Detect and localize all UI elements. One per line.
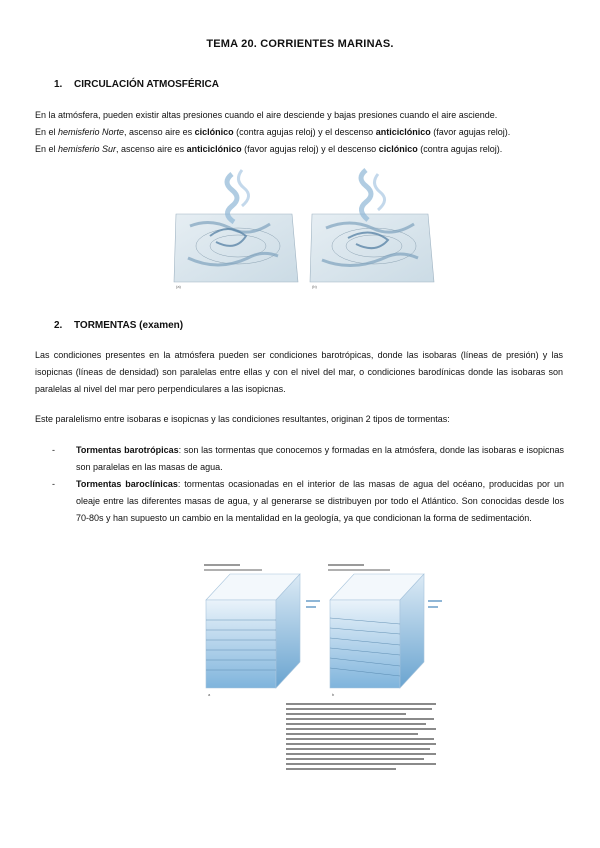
conditions-paragraph: Las condiciones presentes en la atmósfera pueden ser condiciones barotrópicas, donde las isobaras (líneas de presión) y las isopicnas (líneas de densidad) son paralelas entre ellas y con el nivel del mar, o condiciones barodínicas donde las isobaras son paralelas al nivel del mar pero perpendiculares a las isopicnas. xyxy=(35,350,563,394)
block-a-label: a xyxy=(208,692,211,697)
section-2-heading xyxy=(54,320,183,331)
page-title: TEMA 20. CORRIENTES MARINAS. xyxy=(206,38,394,50)
panel-b-southern-hemisphere xyxy=(310,170,434,289)
panel-a-label: (a) xyxy=(176,284,181,289)
section-2-title: TORMENTAS (examen) xyxy=(74,320,184,331)
section-2-number: 2. xyxy=(54,320,63,331)
section-1-number: 1. xyxy=(54,79,63,90)
block-b-baroclinic xyxy=(330,574,442,697)
panel-a-northern-hemisphere xyxy=(174,170,298,289)
storm-types-list xyxy=(52,442,564,527)
block-b-label: b xyxy=(332,692,335,697)
storm-types-intro: Este paralelismo entre isobaras e isopicnas y las condiciones resultantes, originan 2 tipos de tormentas: xyxy=(35,414,450,424)
figure-caption xyxy=(286,703,436,773)
panel-b-label: (b) xyxy=(312,284,317,289)
list-item-barotropic: - Tormentas barotrópicas: son las tormentas que conocemos y formadas en la atmósfera, donde las isobaras e isopicnas son paralelas en las masas de agua. xyxy=(52,445,564,472)
block-a-barotropic xyxy=(206,574,320,697)
barotropic-baroclinic-figure xyxy=(198,560,448,700)
north-hemisphere-line: En el hemisferio Norte, ascenso aire es ciclónico (contra agujas reloj) y el descenso anticiclónico (favor agujas reloj). xyxy=(35,127,511,137)
atmosphere-line: En la atmósfera, pueden existir altas presiones cuando el aire desciende y bajas presiones cuando el aire asciende. xyxy=(35,110,498,120)
south-hemisphere-line: En el hemisferio Sur, ascenso aire es anticiclónico (favor agujas reloj) y el descenso ciclónico (contra agujas reloj). xyxy=(35,144,503,154)
section-1-heading xyxy=(54,79,219,90)
section-1-text xyxy=(35,107,563,158)
list-item-baroclinic: - Tormentas baroclínicas: tormentas ocasionadas en el interior de las masas de agua del océano, producidas por un oleaje entre las diferentes masas de agua, y al generarse se distribuyen por todo el Atlántico. Son conocidas desde los 70-80s y han supuesto un cambio en la mentalidad en la geología, ya que condicionan la forma de sedimentación. xyxy=(52,479,564,523)
atmospheric-circulation-figure xyxy=(170,166,438,292)
section-1-title: CIRCULACIÓN ATMOSFÉRICA xyxy=(74,79,219,90)
